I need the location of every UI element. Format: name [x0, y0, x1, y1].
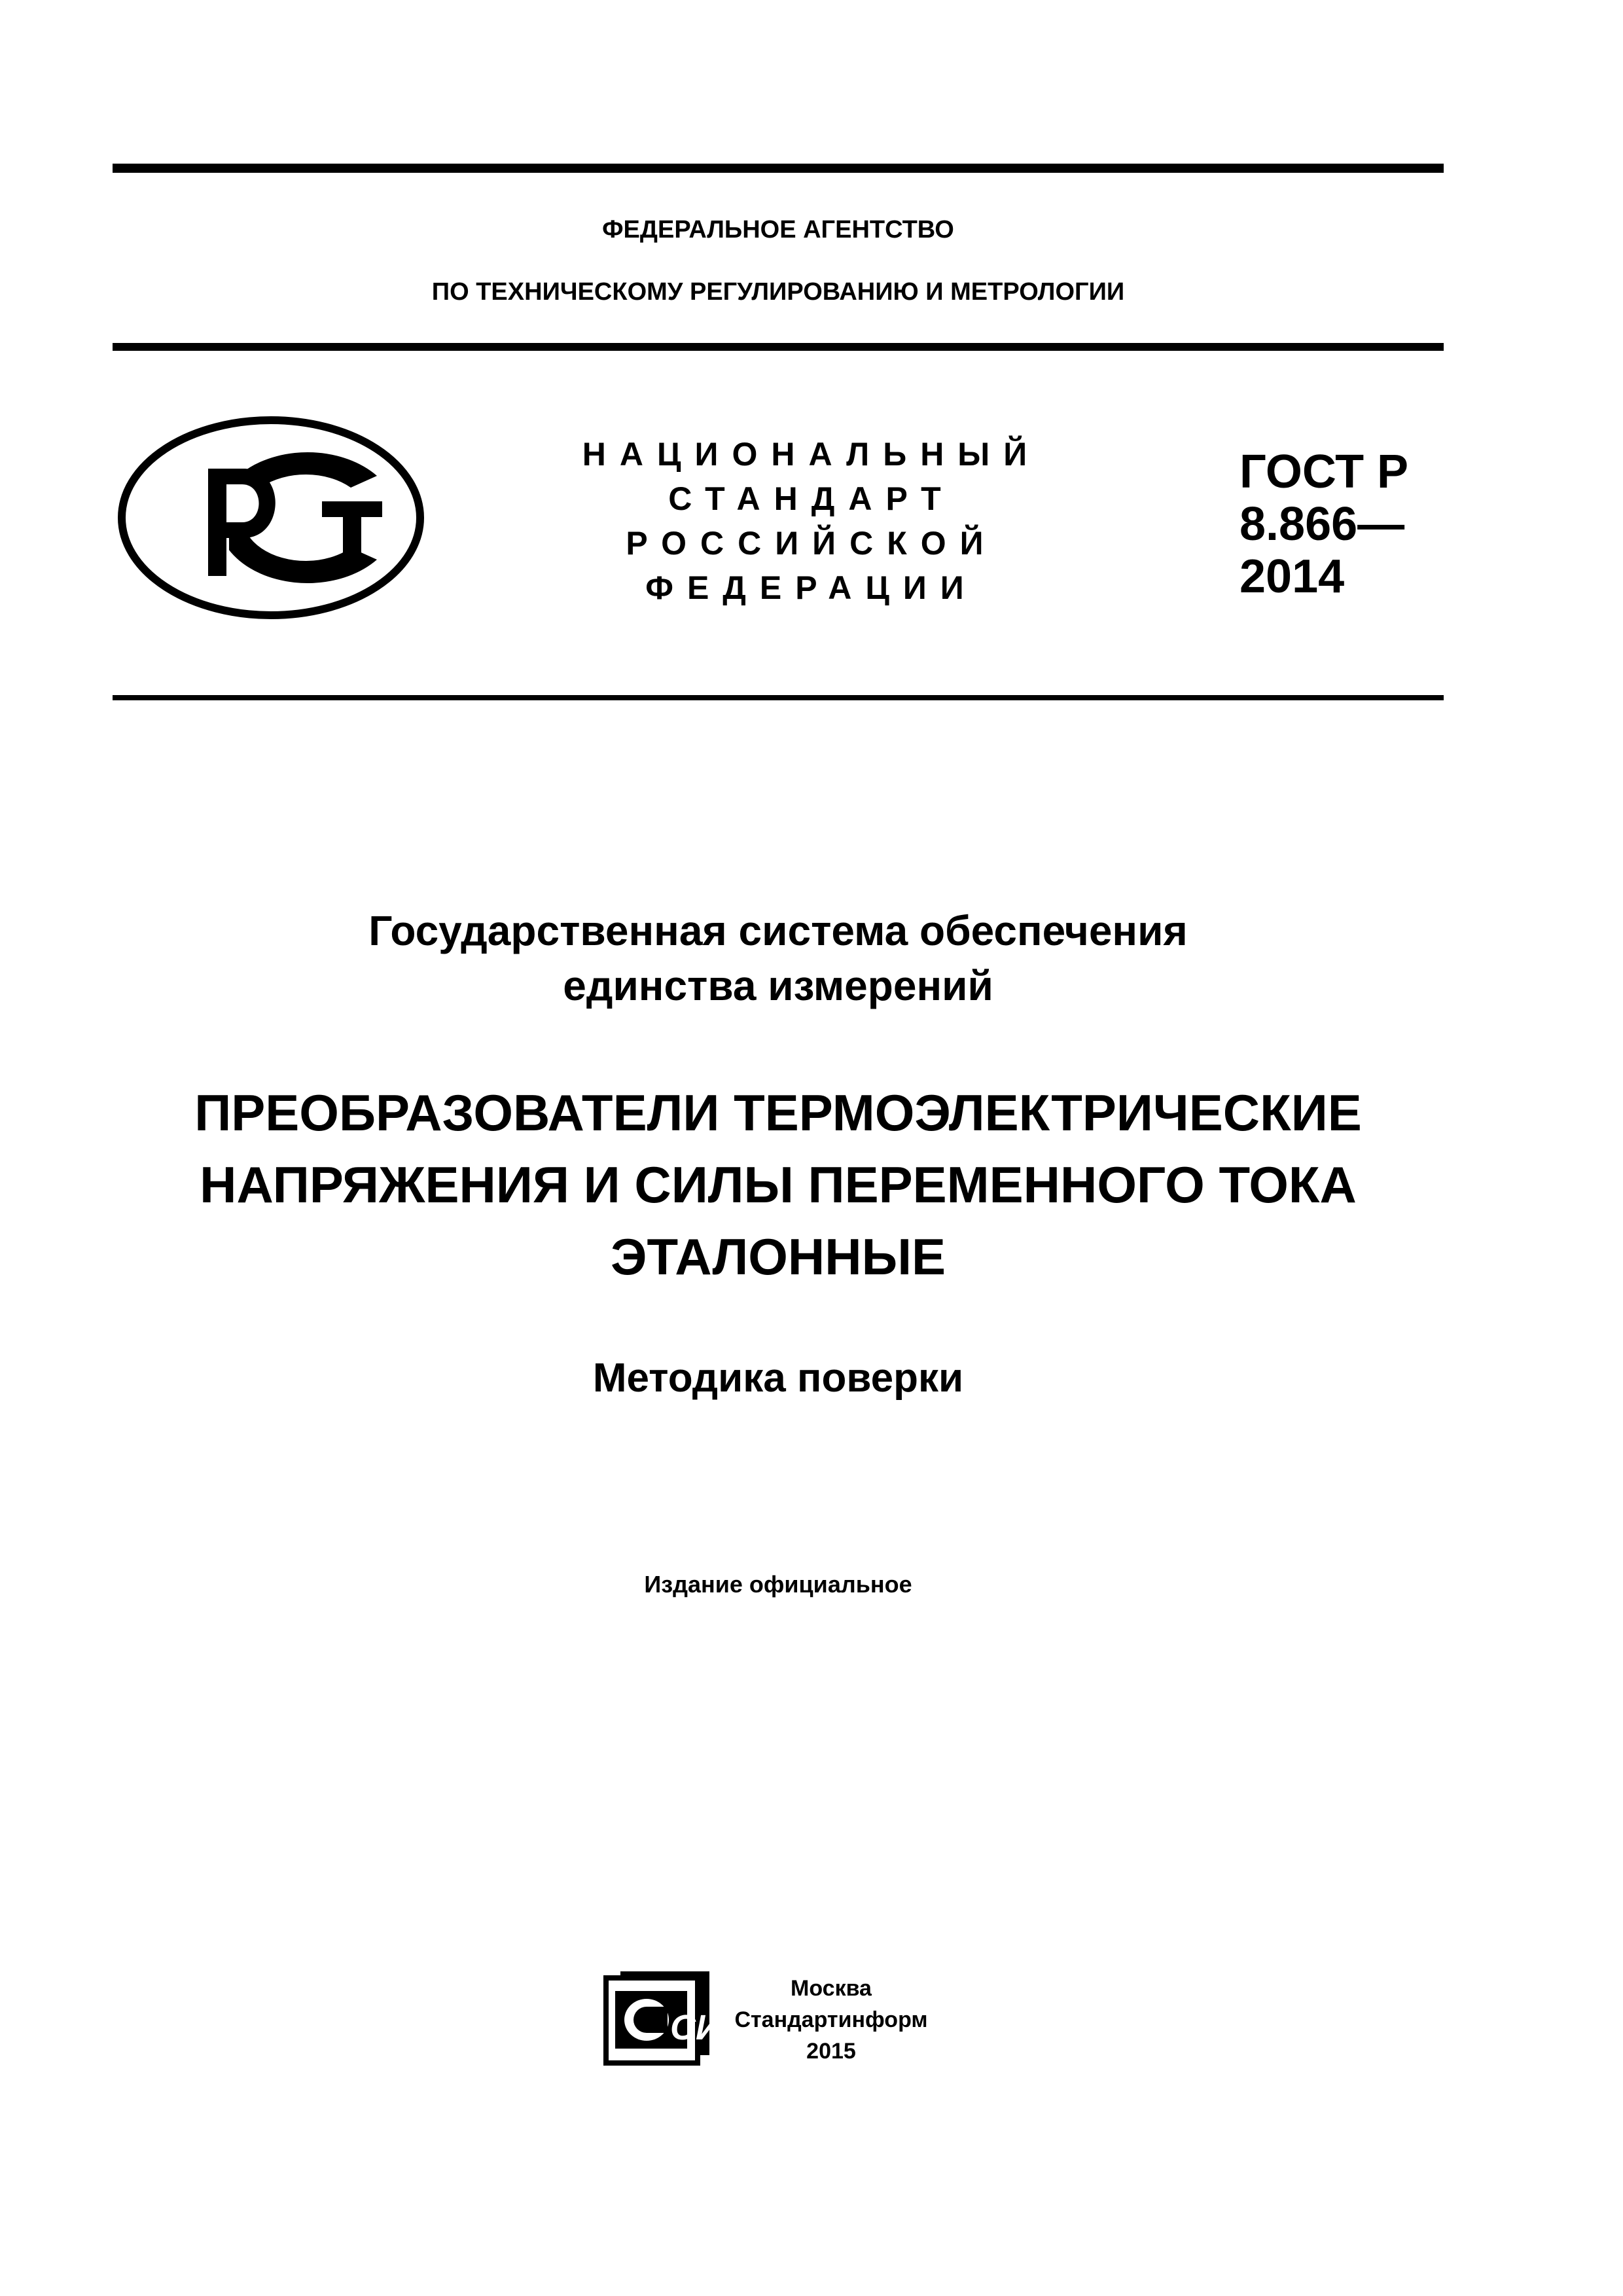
agency-line-2: ПО ТЕХНИЧЕСКОМУ РЕГУЛИРОВАНИЮ И МЕТРОЛОГИИ — [431, 278, 1125, 306]
series-line-2: единства измерений — [563, 962, 993, 1009]
designation-line-1: ГОСТ Р — [1240, 446, 1409, 498]
agency-line-1: ФЕДЕРАЛЬНОЕ АГЕНТСТВО — [602, 216, 954, 243]
top-rule — [113, 164, 1444, 173]
series-line-1: Государственная система обеспечения — [368, 907, 1188, 954]
rst-conformity-mark-icon — [115, 414, 427, 622]
header-bottom-rule — [113, 695, 1444, 700]
designation-line-3: 2014 — [1240, 550, 1345, 603]
publisher-name: Стандартинформ — [734, 2007, 928, 2032]
publisher-year: 2015 — [806, 2039, 856, 2064]
title-line-2: НАПРЯЖЕНИЯ И СИЛЫ ПЕРЕМЕННОГО ТОКА — [200, 1156, 1357, 1213]
standartinform-logo-icon — [606, 1971, 721, 2068]
title-line-1: ПРЕОБРАЗОВАТЕЛИ ТЕРМОЭЛЕКТРИЧЕСКИЕ — [194, 1084, 1362, 1141]
national-standard-line-3: РОССИЙСКОЙ — [626, 525, 997, 562]
title-line-3: ЭТАЛОННЫЕ — [611, 1228, 946, 1285]
edition-note: Издание официальное — [644, 1571, 912, 1598]
national-standard-line-2: СТАНДАРТ — [668, 480, 955, 517]
national-standard-line-1: НАЦИОНАЛЬНЫЙ — [582, 436, 1041, 473]
standartinform-logo-letter: СИ — [670, 2008, 721, 2047]
subtitle: Методика поверки — [592, 1355, 964, 1401]
national-standard-line-4: ФЕДЕРАЦИИ — [645, 569, 978, 606]
publisher-city: Москва — [791, 1976, 872, 2001]
designation-line-2: 8.866— — [1240, 498, 1405, 550]
agency-bottom-rule — [113, 343, 1444, 351]
